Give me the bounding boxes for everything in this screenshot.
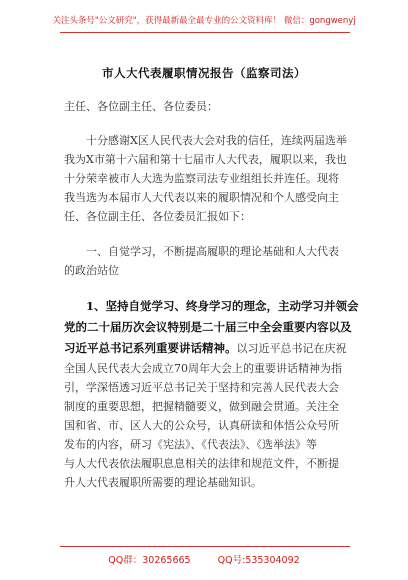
footer-qq-number: QQ号:535304092 bbox=[217, 555, 300, 566]
intro-line: 我当选为本届市人大代表以来的履职情况和个人感受向主 bbox=[64, 191, 339, 204]
intro-line: 任、各位副主任、各位委员汇报如下： bbox=[64, 210, 251, 223]
greeting-paragraph bbox=[64, 97, 344, 116]
intro-line: 我为X市第十六届和第十七届市人大代表，履职以来，我也 bbox=[64, 153, 347, 166]
subsection-body-line: 全国人民代表大会成立70周年大会上的重要讲话精神为指 bbox=[64, 362, 342, 375]
subsection-bold-line: 党的二十届历次会议特别是二十届三中全会重要内容以及 bbox=[64, 320, 352, 334]
subsection-body-line: 升人大代表履职所需要的理论基础知识。 bbox=[64, 476, 262, 489]
subsection-body-line: 国和省、市、区人大的公众号，认真研读和体悟公众号所 bbox=[64, 419, 339, 432]
document-title: 市人大代表履职情况报告（监察司法） bbox=[102, 66, 306, 80]
footer-divider bbox=[60, 546, 350, 547]
footer-bar bbox=[0, 552, 408, 566]
subsection-body-text: 以习近平总书记在庆祝 bbox=[236, 342, 347, 355]
subsection-1-paragraph bbox=[64, 296, 359, 492]
intro-line: 十分感谢X区人民代表大会对我的信任，连续两届选举 bbox=[86, 134, 347, 147]
header-divider bbox=[60, 32, 350, 33]
header-banner: 关注头条号"公文研究"，获得最新最全最专业的公文资料库！ 微信：gongwenyj bbox=[52, 16, 356, 26]
intro-paragraph bbox=[64, 131, 347, 226]
section-heading-line: 的政治站位 bbox=[64, 264, 119, 277]
footer-qq-group: QQ群：30265665 bbox=[108, 555, 191, 566]
subsection-body-line: 与人大代表依法履职息息相关的法律和规范文件，不断提 bbox=[64, 457, 339, 470]
subsection-bold-line: 1、坚持自觉学习、终身学习的理念，主动学习并领会 bbox=[86, 299, 359, 313]
section-heading-line: 一、自觉学习，不断提高履职的理论基础和人大代表 bbox=[86, 245, 339, 258]
intro-line: 十分荣幸被市人大选为监察司法专业组组长并连任。现将 bbox=[64, 172, 339, 185]
subsection-body-line: 发布的内容，研习《宪法》、《代表法》、《选举法》等 bbox=[64, 438, 317, 451]
subsection-body-line: 制度的重要思想，把握精髓要义，做到融会贯通。关注全 bbox=[64, 400, 339, 413]
greeting-text: 主任、各位副主任、各位委员： bbox=[64, 100, 218, 113]
section-heading-1 bbox=[64, 242, 344, 280]
subsection-body-line: 引，学深悟透习近平总书记关于坚持和完善人民代表大会 bbox=[64, 381, 339, 394]
subsection-bold-line: 习近平总书记系列重要讲话精神。 bbox=[64, 341, 237, 355]
